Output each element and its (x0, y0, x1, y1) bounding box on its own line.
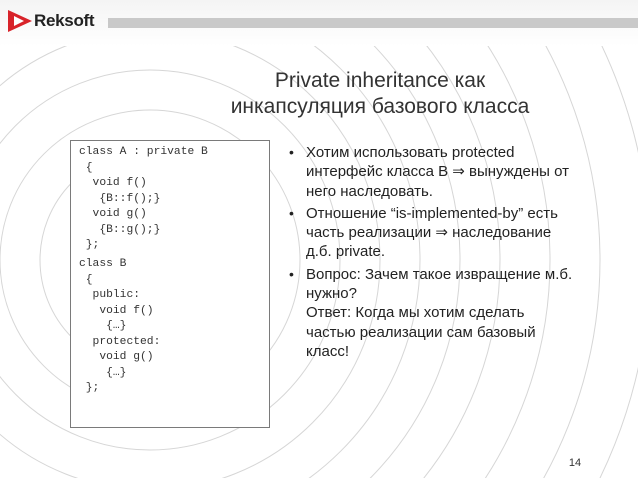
title-line-2: инкапсуляция базового класса (230, 95, 530, 118)
bullet-line: частью реализации сам базовый (306, 323, 536, 341)
bullet-dot-icon: • (289, 265, 294, 282)
page-number: 14 (568, 457, 582, 469)
reksoft-logo (8, 10, 94, 32)
bullet-line: него наследовать. (306, 182, 433, 200)
header-gray-band (108, 18, 638, 28)
bullet-list (289, 143, 619, 364)
code-class-a: class A : private B { void f() {B::f();} void g() {B::g();} }; (79, 146, 208, 251)
bullet-line: Вопрос: Зачем такое извращение м.б. (306, 265, 573, 283)
code-class-b: class B { public: void f() {…} protected: void g() {…} }; (79, 258, 161, 394)
title-line-1: Private inheritance как (274, 69, 486, 92)
bullet-dot-icon: • (289, 144, 294, 160)
reksoft-logo-mark-icon (8, 10, 32, 32)
bullet-line: Ответ: Когда мы хотим сделать (306, 304, 525, 322)
bullet-dot-icon: • (289, 204, 294, 221)
bullet-line: Отношение “is-implemented-by” есть (306, 204, 558, 222)
code-box (70, 140, 270, 428)
bullet-line: часть реализации ⇒ наследование (306, 224, 552, 242)
bullet-line: Хотим использовать protected (306, 144, 515, 161)
logo-text: Reksoft (34, 11, 95, 30)
slide-title (200, 68, 560, 120)
bullet-item (289, 143, 619, 201)
bullet-line: д.б. private. (306, 243, 386, 261)
bullet-line: нужно? (306, 285, 357, 303)
bullet-item (289, 204, 619, 262)
bullet-item (289, 265, 619, 361)
bullet-line: класс! (306, 342, 349, 360)
bullet-line: интерфейс класса B ⇒ вынуждены от (306, 163, 569, 181)
